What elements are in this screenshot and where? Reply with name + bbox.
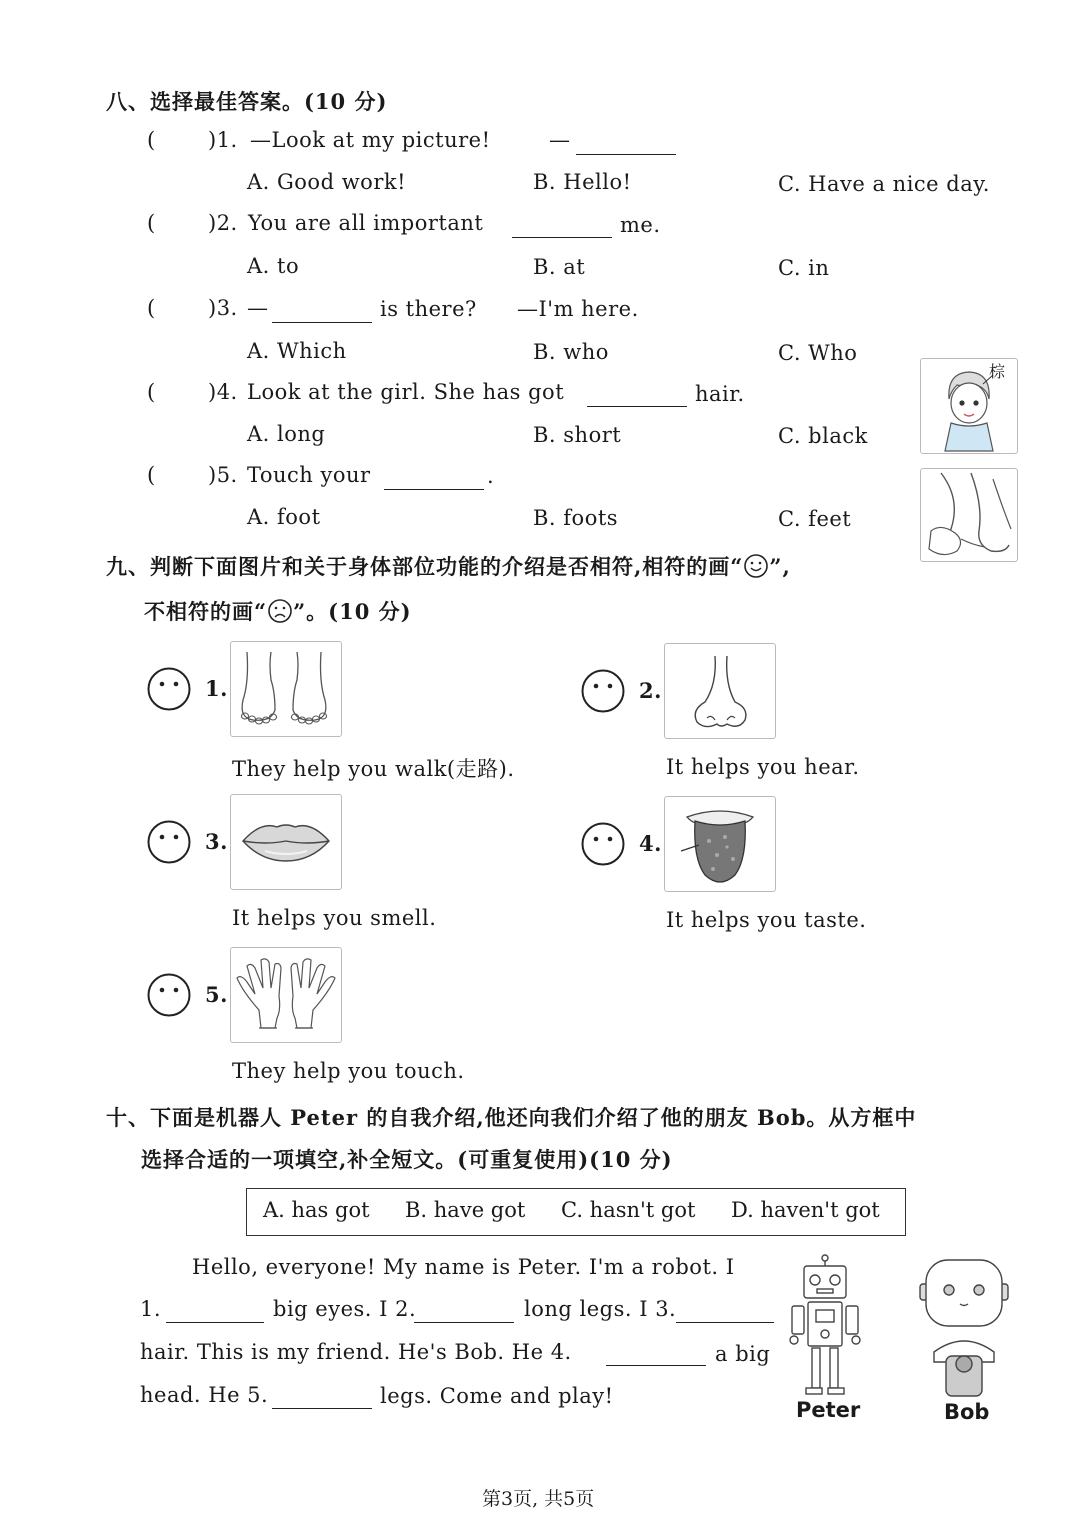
answer-blank[interactable]	[512, 219, 612, 238]
item-text: It helps you hear.	[666, 755, 860, 779]
hands-picture	[230, 947, 342, 1043]
option-b[interactable]: B. short	[533, 423, 622, 447]
answer-blank[interactable]	[272, 304, 372, 323]
peter-robot-icon	[784, 1254, 866, 1400]
lips-picture	[230, 794, 342, 890]
bob-name: Bob	[944, 1400, 990, 1424]
hands-icon	[231, 948, 341, 1042]
answer-blank-4[interactable]	[606, 1347, 706, 1366]
item-number: 2.	[639, 678, 662, 703]
option-d[interactable]: D. haven't got	[731, 1198, 880, 1222]
passage-text: a big	[715, 1342, 771, 1366]
question-stem-dash: —	[247, 296, 269, 320]
question-number: )5.	[208, 463, 238, 487]
option-a[interactable]: A. has got	[263, 1198, 370, 1222]
section9-title-line1: 九、判断下面图片和关于身体部位功能的介绍是否相符,相符的画“ ”,	[106, 554, 791, 579]
section8-title: 八、选择最佳答案。(10 分)	[106, 89, 388, 114]
question-stem-end: hair.	[695, 382, 745, 406]
answer-blank[interactable]	[384, 471, 484, 490]
question-stem-dash: —	[549, 128, 571, 152]
tongue-icon	[665, 797, 775, 891]
answer-paren[interactable]: (	[147, 128, 156, 152]
option-a[interactable]: A. long	[247, 422, 326, 446]
section10-title-line2: 选择合适的一项填空,补全短文。(可重复使用)(10 分)	[141, 1147, 673, 1172]
answer-paren[interactable]: (	[147, 211, 156, 235]
item-text: They help you walk(走路).	[232, 757, 515, 781]
item-number: 1.	[205, 676, 228, 701]
question-reply: —I'm here.	[517, 297, 639, 321]
question-number: )1.	[208, 128, 238, 152]
section9-title-line2: 不相符的画“ ”。(10 分)	[144, 599, 412, 624]
lips-icon	[231, 795, 341, 889]
answer-paren[interactable]: (	[147, 380, 156, 404]
item-text: They help you touch.	[232, 1059, 465, 1083]
item-number: 4.	[639, 831, 662, 856]
passage-text: legs. Come and play!	[380, 1384, 614, 1408]
answer-paren[interactable]: (	[147, 463, 156, 487]
answer-blank-5[interactable]	[272, 1390, 372, 1409]
answer-face-icon[interactable]	[581, 822, 625, 866]
nose-icon	[665, 644, 775, 738]
item-number: 5.	[205, 982, 228, 1007]
feet-icon	[231, 642, 341, 736]
option-a[interactable]: A. foot	[247, 505, 321, 529]
passage-blank-label: 1.	[140, 1297, 162, 1321]
passage-text: hair. This is my friend. He's Bob. He 4.	[140, 1340, 572, 1364]
option-a[interactable]: A. Which	[247, 339, 347, 363]
answer-face-icon[interactable]	[147, 820, 191, 864]
question-stem-end: me.	[620, 213, 661, 237]
option-a[interactable]: A. Good work!	[247, 170, 407, 194]
answer-paren[interactable]: (	[147, 296, 156, 320]
passage-text: head. He 5.	[140, 1383, 269, 1407]
passage-line-1: Hello, everyone! My name is Peter. I'm a robot. I	[192, 1255, 735, 1279]
question-stem-end: .	[487, 464, 495, 488]
passage-text: long legs. I 3.	[524, 1297, 677, 1321]
option-b[interactable]: B. Hello!	[533, 170, 632, 194]
page-footer: 第3页, 共5页	[482, 1488, 595, 1510]
option-c[interactable]: C. feet	[778, 507, 852, 531]
girl-label: 棕	[989, 362, 1006, 381]
question-number: )4.	[208, 380, 238, 404]
item-text: It helps you taste.	[666, 908, 867, 932]
bob-robot-icon	[912, 1256, 1016, 1400]
answer-blank-3[interactable]	[676, 1304, 774, 1323]
peter-name: Peter	[796, 1398, 861, 1422]
question-number: )3.	[208, 296, 238, 320]
girl-picture	[920, 358, 1018, 454]
section10-title-line1: 十、下面是机器人 Peter 的自我介绍,他还向我们介绍了他的朋友 Bob。从方框中	[106, 1105, 917, 1130]
touch-feet-picture	[920, 468, 1018, 562]
option-c[interactable]: C. hasn't got	[561, 1198, 696, 1222]
option-b[interactable]: B. foots	[533, 506, 619, 530]
question-number: )2.	[208, 211, 238, 235]
question-stem: You are all important	[248, 211, 484, 235]
option-c[interactable]: C. Have a nice day.	[778, 172, 990, 196]
answer-blank-1[interactable]	[166, 1304, 264, 1323]
option-c[interactable]: C. in	[778, 256, 830, 280]
sad-face-icon	[267, 598, 293, 624]
smile-face-icon	[743, 553, 769, 579]
answer-face-icon[interactable]	[147, 973, 191, 1017]
answer-face-icon[interactable]	[581, 669, 625, 713]
answer-blank[interactable]	[587, 388, 687, 407]
touch-feet-illustration	[921, 469, 1017, 561]
item-text: It helps you smell.	[232, 906, 437, 930]
item-number: 3.	[205, 829, 228, 854]
answer-face-icon[interactable]	[147, 667, 191, 711]
option-b[interactable]: B. have got	[405, 1198, 526, 1222]
answer-blank-2[interactable]	[414, 1304, 514, 1323]
question-stem: Look at the girl. She has got	[247, 380, 565, 404]
option-c[interactable]: C. black	[778, 424, 868, 448]
option-b[interactable]: B. at	[533, 255, 586, 279]
question-stem: is there?	[380, 297, 477, 321]
option-b[interactable]: B. who	[533, 340, 609, 364]
question-stem: Touch your	[247, 463, 371, 487]
nose-picture	[664, 643, 776, 739]
option-a[interactable]: A. to	[247, 254, 300, 278]
options-box	[246, 1188, 906, 1236]
question-stem: —Look at my picture!	[250, 128, 491, 152]
answer-blank[interactable]	[576, 136, 676, 155]
option-c[interactable]: C. Who	[778, 341, 858, 365]
passage-text: big eyes. I 2.	[273, 1297, 417, 1321]
feet-picture	[230, 641, 342, 737]
tongue-picture	[664, 796, 776, 892]
